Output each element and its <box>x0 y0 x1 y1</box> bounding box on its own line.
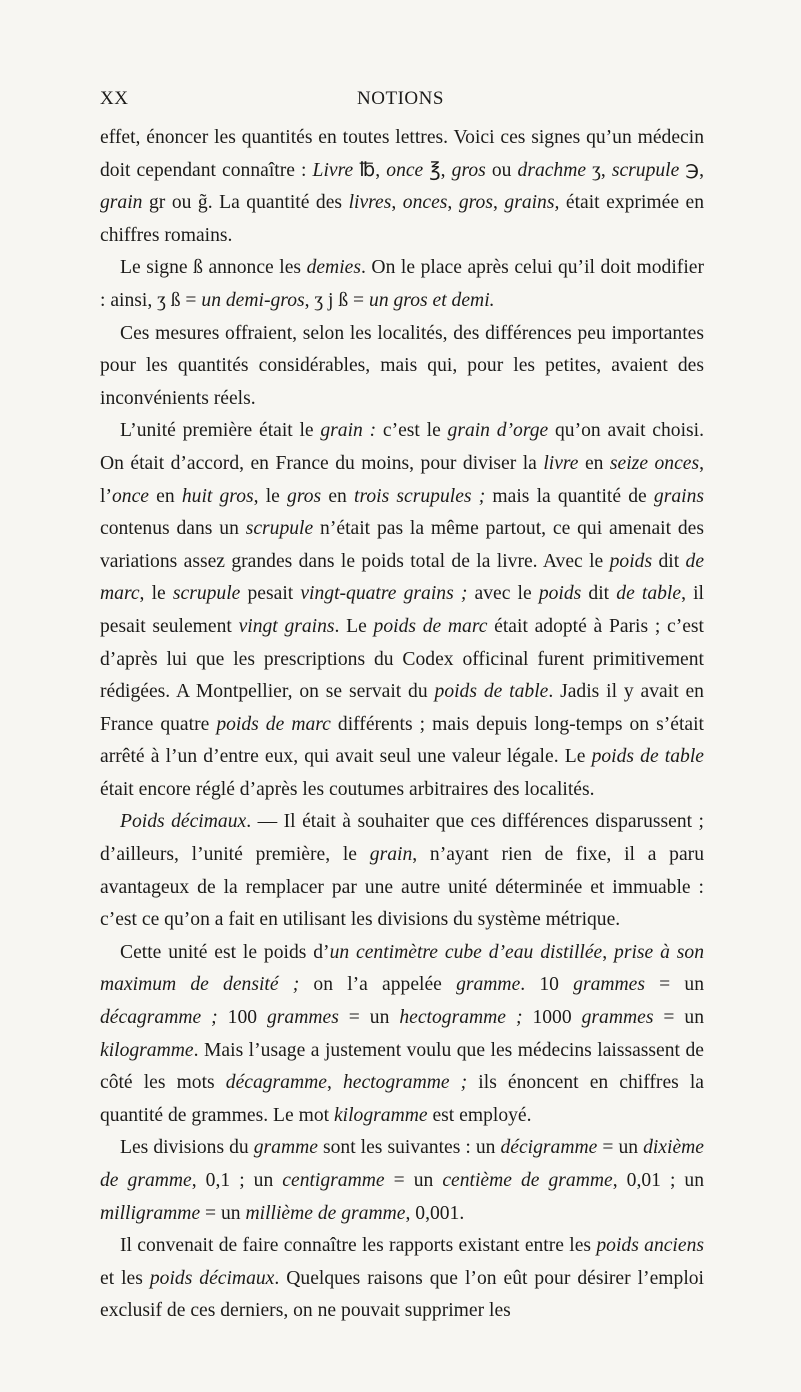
text-run: avec le <box>467 583 539 605</box>
italic-run: un centimètre cube d’eau distillée <box>329 941 603 963</box>
text-run: ʒ, <box>586 159 612 181</box>
text-run: , 0,01 ; un <box>612 1170 705 1191</box>
text-run: = un <box>644 974 704 996</box>
running-head <box>100 88 701 112</box>
text-run: 1000 <box>522 1007 582 1029</box>
italic-run: grain <box>369 844 413 866</box>
italic-run: millième de gramme <box>245 1202 406 1224</box>
text-run: ils énoncent en chiffres la quantité de grammes. Le mot <box>100 1072 704 1126</box>
italic-run: grammes <box>267 1007 339 1029</box>
text-run: est employé. <box>427 1104 532 1126</box>
text-run: en <box>148 485 182 507</box>
text-run: en <box>321 485 355 507</box>
italic-run: livre <box>543 452 579 474</box>
italic-run: poids de marc <box>216 713 331 735</box>
text-run: , il pesait seulement <box>100 583 705 637</box>
italic-run: vingt grains <box>238 615 335 637</box>
text-run: . — Il était à souhaiter que ces différences disparussent ; d’ailleurs, l’unité première, le <box>100 811 704 866</box>
italic-run: décagramme ; <box>100 1007 218 1029</box>
italic-run: de marc <box>100 550 705 605</box>
italic-run: Poids décimaux <box>120 811 247 833</box>
italic-run: once <box>386 159 424 181</box>
italic-run: poids de table <box>434 681 549 703</box>
body-text <box>100 122 704 1328</box>
text-run: , 0,001. <box>405 1202 465 1224</box>
text-run: différents ; mais depuis long-temps on s’était arrêté à l’un d’entre eux, qui avait seul une valeur légale. Le <box>100 713 705 768</box>
italic-run: gros <box>451 159 486 181</box>
text-run: . Mais l’usage a justement voulu que les médecins laissassent de côté les mots <box>100 1039 704 1094</box>
italic-run: demies <box>306 257 361 279</box>
text-run: était exprimée en chiffres romains. <box>100 192 705 246</box>
italic-run: kilogramme <box>333 1104 428 1126</box>
italic-run: seize onces <box>609 452 700 474</box>
italic-run: hectogramme ; <box>342 1072 468 1094</box>
text-run: . Quelques raisons que l’on eût pour désirer l’emploi exclusif de ces derniers, on ne pouvait supprimer les <box>100 1267 704 1322</box>
paragraph <box>100 937 704 1133</box>
text-run: on l’a appelée <box>299 974 457 996</box>
paragraph <box>100 415 704 806</box>
text-run: = un <box>653 1007 705 1029</box>
text-run: sont les suivantes : un <box>317 1137 501 1159</box>
italic-run: grammes <box>581 1007 654 1029</box>
text-run: effet, énoncer les quantités en toutes lettres. Voici ces signes qu’un médecin doit cependant connaître : <box>100 127 704 181</box>
text-run: . Le <box>334 615 374 637</box>
italic-run: grain : <box>320 420 377 442</box>
text-run: = un <box>597 1137 644 1159</box>
italic-run: vingt-quatre grains ; <box>300 583 468 605</box>
text-run: , 0,1 ; un <box>191 1170 283 1191</box>
italic-run: dixième de gramme <box>100 1137 704 1191</box>
paragraph <box>100 806 704 936</box>
text-run: = un <box>200 1202 246 1224</box>
text-run: mais la quantité de <box>485 485 654 507</box>
text-run: , l’ <box>100 452 704 507</box>
text-run: , le <box>253 485 288 507</box>
italic-run: poids <box>609 550 653 572</box>
text-run: c’est le <box>376 420 448 442</box>
text-run: , <box>391 192 403 214</box>
italic-run: poids <box>538 583 582 605</box>
italic-run: Livre <box>312 159 354 181</box>
italic-run: gramme <box>456 974 521 996</box>
text-run: Cette unité est le poids d’ <box>120 941 330 963</box>
italic-run: décigramme <box>500 1137 598 1159</box>
italic-run: grain d’orge <box>447 420 549 442</box>
text-run: . Jadis il y avait en France quatre <box>100 681 704 735</box>
paragraph <box>100 252 704 317</box>
text-run: n’était pas la même partout, ce qui amenait des variations assez grandes dans le poids total de la livre. Avec le <box>100 518 704 572</box>
italic-run: poids décimaux <box>149 1267 275 1289</box>
text-run: Les divisions du <box>120 1137 254 1159</box>
text-run: en <box>578 452 610 474</box>
text-run: dit <box>652 550 686 572</box>
text-run: . On le place après celui qu’il doit modifier : ainsi, ʒ ß = <box>100 257 704 311</box>
text-run: Il convenait de faire connaître les rapports existant entre les <box>120 1235 597 1257</box>
italic-run: de table <box>616 583 682 605</box>
text-run: = un <box>338 1007 400 1029</box>
text-run: ou <box>485 159 518 181</box>
text-run: Ces mesures offraient, selon les localités, des différences peu importantes pour les quantités considérables, mais qui, pour les petites, avaient des inconvénients réels. <box>100 322 704 409</box>
italic-run: prise à son maximum de densité ; <box>100 941 704 996</box>
text-run: gr ou g̃. La quantité des <box>142 192 349 214</box>
italic-run: un gros et demi. <box>369 289 495 311</box>
text-run: et les <box>100 1267 150 1289</box>
text-run: , ʒ j ß = <box>304 289 370 311</box>
text-run: qu’on avait choisi. On était d’accord, en France du moins, pour diviser la <box>100 420 705 474</box>
italic-run: centième de gramme <box>442 1170 613 1191</box>
italic-run: gros <box>458 192 493 214</box>
italic-run: poids anciens <box>596 1235 704 1257</box>
text-run: ℥, <box>423 159 452 181</box>
paragraph <box>100 1230 704 1328</box>
italic-run: poids de table <box>591 746 704 768</box>
text-run: , le <box>139 583 173 605</box>
italic-run: décagramme <box>225 1072 327 1094</box>
italic-run: scrupule <box>172 583 241 605</box>
italic-run: gros <box>287 485 322 507</box>
text-run: ℈, <box>679 159 704 181</box>
text-run: = un <box>384 1170 443 1191</box>
text-run: L’unité première était le <box>120 420 321 442</box>
italic-run: milligramme <box>100 1202 201 1224</box>
paragraph <box>100 318 704 416</box>
italic-run: drachme <box>517 159 587 181</box>
paragraph <box>100 122 704 252</box>
italic-run: scrupule <box>611 159 680 181</box>
italic-run: scrupule <box>245 518 314 540</box>
text-run: 100 <box>217 1007 267 1029</box>
text-run: dit <box>581 583 617 605</box>
italic-run: poids de marc <box>373 615 488 637</box>
text-run: contenus dans un <box>100 518 246 540</box>
page-number: XX <box>100 88 129 109</box>
paragraph <box>100 1132 704 1230</box>
italic-run: grain <box>100 192 143 214</box>
text-run: , <box>447 192 459 214</box>
italic-run: un demi-gros <box>201 289 305 311</box>
italic-run: once <box>111 485 149 507</box>
text-run: pesait <box>240 583 301 605</box>
text-run: , <box>326 1072 343 1094</box>
italic-run: hectogramme ; <box>399 1007 523 1029</box>
text-run: Le signe ß annonce les <box>120 257 307 279</box>
italic-run: grains <box>653 485 704 507</box>
text-run: ℔, <box>353 159 387 181</box>
italic-run: grains, <box>504 192 560 214</box>
text-run: , n’ayant rien de fixe, il a paru avantageux de la remplacer par une autre unité déterminée et immuable : c’est ce qu’on a fait en utilisant les divisions du système métrique. <box>100 844 705 931</box>
text-run: était encore réglé d’après les coutumes arbitraires des localités. <box>100 778 595 800</box>
italic-run: onces <box>402 192 448 214</box>
italic-run: trois scrupules ; <box>354 485 486 507</box>
running-title: NOTIONS <box>357 88 444 109</box>
text-run: était adopté à Paris ; c’est d’après lui que les prescriptions du Codex officinal furent primitivement rédigées. A Montpellier, on se servait du <box>100 615 704 703</box>
text-run: , <box>492 192 505 214</box>
italic-run: grammes <box>573 974 645 996</box>
italic-run: livres <box>348 192 392 214</box>
italic-run: kilogramme <box>100 1039 194 1061</box>
italic-run: centigramme <box>282 1170 385 1191</box>
italic-run: gramme <box>253 1137 318 1159</box>
italic-run: huit gros <box>181 485 254 507</box>
text-run: . 10 <box>520 974 574 996</box>
text-run: , <box>602 941 615 963</box>
